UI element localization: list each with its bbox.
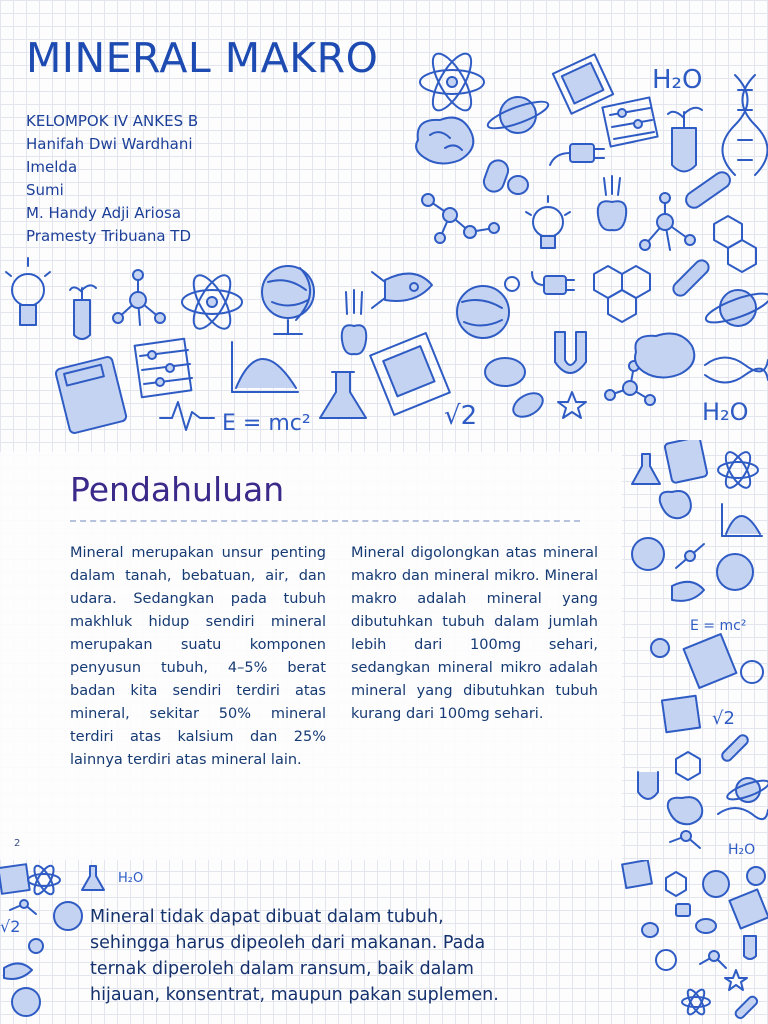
- graph-icon: [722, 504, 762, 536]
- lightbulb-icon: [6, 258, 50, 325]
- planet-icon: [747, 867, 765, 885]
- molecule-icon: [10, 900, 36, 914]
- page-title: MINERAL MAKRO: [26, 34, 379, 82]
- star-icon: [558, 392, 586, 418]
- h2o-label: H₂O: [728, 842, 756, 858]
- brain-icon: [660, 491, 691, 518]
- calculator-icon: [664, 440, 708, 483]
- atom-icon: [28, 863, 60, 897]
- group-label: KELOMPOK IV ANKES B: [26, 112, 199, 130]
- sqrt2-label: √2: [712, 708, 735, 729]
- intro-slide: [0, 440, 768, 860]
- member-name: Pramesty Tribuana TD: [26, 227, 192, 245]
- globe-icon: [457, 277, 519, 338]
- benzene-icon: [666, 872, 686, 896]
- brain-icon: [668, 797, 702, 824]
- right-column-text: Mineral digolongkan atas mineral makro dan mineral mikro. Mineral makro adalah mineral yang dibutuhkan tubuh dalam jumlah lebih dari 100mg sehari, sedangkan mineral mikro adalah mineral yang dibutuhkan tubuh kurang dari 100mg sehari.: [351, 545, 598, 722]
- apple-icon: [342, 290, 367, 354]
- flask-icon: [320, 372, 366, 418]
- brain-icon: [635, 334, 694, 378]
- apple-icon: [651, 639, 669, 657]
- member-name: Hanifah Dwi Wardhani: [26, 135, 193, 153]
- apple-icon: [598, 176, 626, 230]
- atom-icon: [420, 48, 484, 115]
- apple-icon: [29, 939, 43, 953]
- member-name: Sumi: [26, 181, 64, 199]
- member-name: Imelda: [26, 158, 78, 176]
- molecule-icon: [670, 831, 700, 848]
- section-heading: Pendahuluan: [70, 470, 285, 509]
- magnet-icon: [555, 332, 586, 373]
- document-icon: [622, 860, 652, 888]
- molecule-icon: [113, 270, 165, 325]
- title-slide: [0, 0, 768, 440]
- planet-icon: [485, 97, 551, 134]
- group-member-list: [26, 110, 198, 248]
- test-tube-icon: [670, 257, 711, 298]
- dna-icon: [705, 358, 768, 383]
- body-paragraph: Mineral tidak dapat dibuat dalam tubuh, sehingga harus dipeoleh dari makanan. Pada ternak diperoleh dalam ransum, baik dalam hijauan, konsentrat, maupun pakan suplemen.: [90, 907, 499, 1005]
- test-tube-icon: [720, 733, 750, 763]
- globe-icon: [262, 266, 314, 334]
- abacus-icon: [602, 97, 657, 146]
- microbe-icon: [696, 919, 716, 933]
- plug-icon: [550, 144, 604, 165]
- dna-icon: [723, 75, 768, 175]
- flask-icon: [82, 866, 104, 890]
- molecule-icon: [422, 194, 499, 243]
- document-icon: [370, 333, 450, 415]
- benzene-icon: [714, 216, 756, 272]
- emc2-label: E = mc²: [222, 411, 311, 436]
- globe-icon: [703, 871, 729, 897]
- beaker-plant-icon: [70, 285, 96, 339]
- brain-icon: [416, 118, 473, 164]
- emc2-label: E = mc²: [690, 618, 747, 634]
- plug-icon: [532, 272, 574, 294]
- abacus-icon: [135, 339, 192, 397]
- member-name: M. Handy Adji Ariosa: [26, 204, 182, 222]
- h2o-label: H₂O: [702, 398, 749, 426]
- planet-icon: [725, 777, 768, 803]
- benzene-icon: [676, 752, 700, 780]
- star-icon: [725, 970, 747, 990]
- abacus-icon: [662, 696, 700, 732]
- lightbulb-icon: [656, 950, 676, 970]
- molecule-icon: [676, 544, 704, 568]
- molecule-icon: [700, 951, 726, 968]
- flask-icon: [632, 454, 660, 484]
- atom-icon: [682, 987, 710, 1016]
- globe-icon: [12, 988, 40, 1016]
- lightbulb-icon: [526, 196, 570, 248]
- sqrt2-label: √2: [444, 401, 478, 431]
- h2o-label: H₂O: [118, 871, 144, 886]
- rocket-icon: [4, 963, 32, 979]
- rocket-icon: [372, 272, 432, 308]
- planet-icon: [703, 288, 768, 328]
- rocket-icon: [672, 582, 704, 601]
- left-column-text: Mineral merupakan unsur penting dalam tanah, bebatuan, air, dan udara. Sedangkan pada tubuh makhluk hidup sendiri mineral merupakan suatu komponen penyusun tubuh, 4–5% berat badan kita sendiri terdiri atas mineral, sekitar 50% mineral terdiri atas kalsium dan 25% lainnya terdiri atas mineral lain.: [70, 545, 326, 768]
- pulse-line-icon: [160, 402, 214, 430]
- document-icon: [729, 889, 768, 928]
- heading-divider: [70, 520, 580, 522]
- pills-icon: [642, 923, 658, 937]
- page-number: 2: [14, 838, 21, 849]
- graph-icon: [232, 342, 298, 392]
- pills-icon: [481, 158, 528, 195]
- microbe-icon: [485, 358, 547, 422]
- magnet-icon: [638, 772, 658, 799]
- content-slide: [0, 860, 768, 1024]
- beaker-plant-icon: [668, 108, 702, 172]
- globe-icon: [632, 538, 664, 570]
- benzene-icon: [594, 266, 650, 322]
- test-tube-icon: [683, 169, 733, 211]
- plug-icon: [676, 904, 690, 916]
- globe-icon: [717, 554, 753, 590]
- beaker-plant-icon: [744, 936, 756, 959]
- h2o-label: H₂O: [652, 65, 703, 95]
- book-icon: [553, 54, 613, 113]
- lightbulb-icon: [741, 661, 763, 683]
- sqrt2-label: √2: [0, 917, 21, 936]
- calculator-icon: [55, 356, 127, 434]
- dna-icon: [718, 808, 768, 819]
- atom-icon: [718, 449, 758, 492]
- document-icon: [684, 634, 737, 688]
- test-tube-icon: [734, 995, 759, 1020]
- abacus-icon: [0, 864, 30, 894]
- globe-icon: [54, 902, 82, 930]
- atom-icon: [182, 270, 242, 334]
